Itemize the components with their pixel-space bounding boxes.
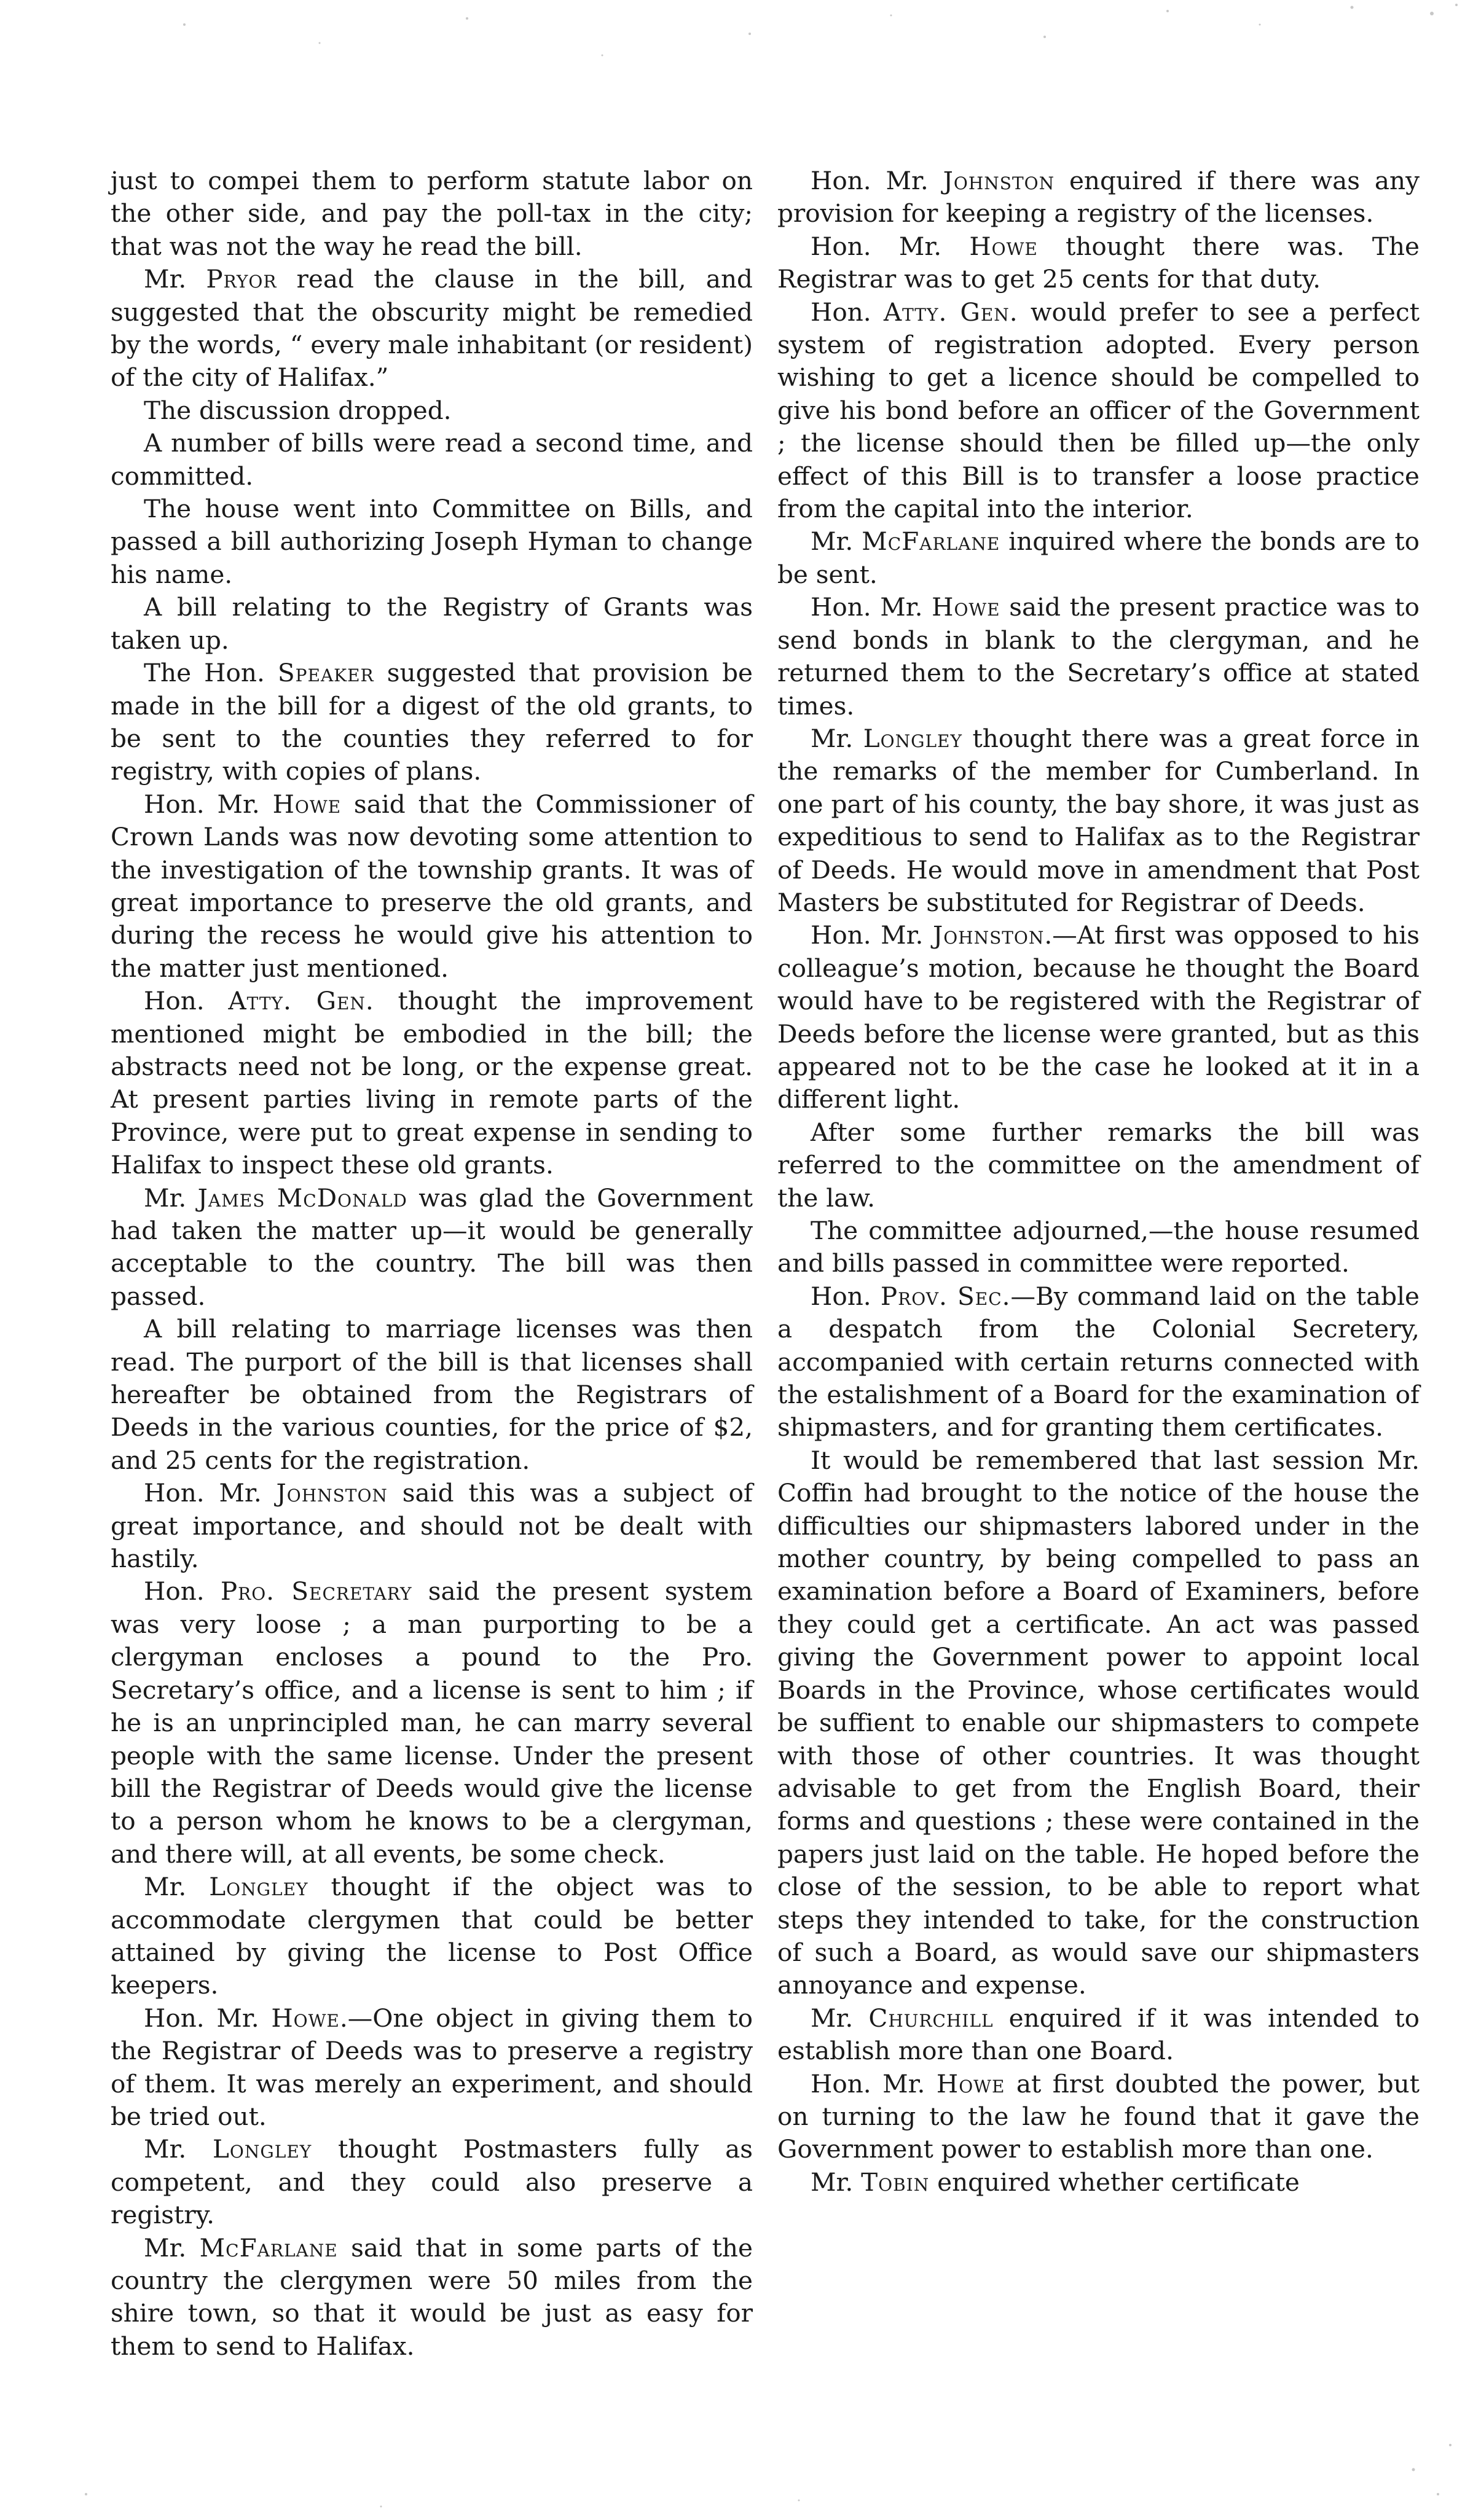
- paragraph-text: Hon.: [811, 1281, 881, 1311]
- paragraph-text: Mr.: [144, 2134, 213, 2164]
- speaker-name: Tobin: [861, 2167, 930, 2197]
- paragraph-text: said the present practice was to send bonds in blank to the clergyman, and he returned them to the Secretary’s office at stated times.: [777, 592, 1420, 721]
- paragraph-text: Hon. Mr.: [811, 231, 970, 261]
- paragraph-text: The Hon.: [144, 658, 278, 688]
- paragraph-text: Mr.: [811, 2003, 869, 2033]
- paragraph-text: said the present system was very loose ; a man purporting to be a clergyman encloses a pound to the Pro. Secretary’s office, and a license is sent to him ; if he is an unprincipled man, he can marry several people with the same license. Under the present bill the Registrar of Deeds would give the license to a person whom he knows to be a clergyman, and there will, at all events, be some check.: [111, 1576, 753, 1869]
- speaker-name: McFarlane: [862, 526, 1000, 557]
- speaker-name: Longley: [213, 2134, 312, 2164]
- speaker-name: Johnston: [932, 920, 1045, 950]
- paragraph-text: read the clause in the bill, and suggested that the obscurity might be remedied by the words, “ every male inhabitant (or resident) of the city of Halifax.”: [111, 264, 753, 393]
- speaker-name: James McDonald: [197, 1183, 407, 1213]
- paragraph-text: said that in some parts of the country the clergymen were 50 miles from the shire town, so that it would be just as easy for them to send to Halifax.: [111, 2232, 753, 2361]
- paragraph-text: Mr.: [144, 1872, 210, 1902]
- paragraph-text: was glad the Government had taken the matter up—it would be generally acceptable to the country. The bill was then passed.: [111, 1183, 753, 1311]
- paragraph-text: Hon. Mr.: [144, 1478, 277, 1508]
- paragraph-text: Mr.: [811, 723, 863, 753]
- paragraph-text: Hon. Mr.: [144, 789, 273, 819]
- paragraph: [777, 296, 1420, 526]
- paragraph: [111, 2002, 753, 2134]
- paragraph: [111, 1871, 753, 2002]
- paragraph: [777, 2002, 1420, 2068]
- paragraph-text: Mr.: [144, 2232, 200, 2263]
- paragraph: [111, 985, 753, 1181]
- paragraph: [111, 788, 753, 985]
- speaker-name: Pro. Secretary: [220, 1576, 412, 1606]
- paragraph-text: enquired whether certificate: [929, 2167, 1300, 2197]
- paragraph: [111, 657, 753, 788]
- paragraph-text: Hon. Mr.: [811, 2068, 937, 2099]
- paragraph-text: Mr.: [811, 2167, 862, 2197]
- paragraph-text: thought there was a great force in the remarks of the member for Cumberland. In one part of his county, the bay shore, it was just as expeditious to send to Halifax as to the Registrar of Deeds. He would move in amendment that Post Masters be substituted for Registrar of Deeds.: [777, 723, 1420, 917]
- paragraph-text: thought if the object was to accommodate clergymen that could be better attained by giving the license to Post Office keepers.: [111, 1872, 753, 2000]
- speaker-name: Howe: [936, 2068, 1005, 2099]
- paragraph-text: .—One object in giving them to the Registrar of Deeds was to preserve a registry of them. It was merely an experiment, and should be tried out.: [111, 2003, 753, 2131]
- paragraph-text: Hon.: [144, 1576, 221, 1606]
- speaker-name: Howe: [272, 789, 342, 819]
- paragraph-text: After some further remarks the bill was referred to the committee on the amendment of the law.: [777, 1117, 1420, 1213]
- paragraph: [111, 591, 753, 657]
- paragraph: [111, 1182, 753, 1313]
- paragraph: [777, 591, 1420, 722]
- speaker-name: Atty. Gen.: [228, 986, 374, 1016]
- paragraph: [777, 722, 1420, 919]
- paragraph-text: A bill relating to marriage licenses was then read. The purport of the bill is that licenses shall hereafter be obtained from the Registrars of Deeds in the various counties, for the price of $2, and 25 cents for the registration.: [111, 1314, 753, 1475]
- speaker-name: Johnston: [943, 166, 1055, 195]
- paragraph-text: thought Postmasters fully as competent, and they could also preserve a registry.: [111, 2134, 753, 2230]
- paragraph-text: just to compei them to perform statute labor on the other side, and pay the poll-tax in the city; that was not the way he read the bill.: [111, 166, 753, 261]
- paragraph-text: Hon.: [811, 297, 884, 327]
- paragraph-text: A number of bills were read a second time, and committed.: [111, 428, 753, 491]
- paragraph-text: said this was a subject of great importance, and should not be dealt with hastily.: [111, 1478, 753, 1574]
- paragraph: [777, 1444, 1420, 2002]
- paragraph-text: at first doubted the power, but on turning to the law he found that it gave the Government power to establish more than one.: [777, 2068, 1420, 2164]
- paragraph-text: Mr.: [144, 1183, 198, 1213]
- paragraph-text: Hon. Mr.: [811, 920, 933, 950]
- paragraph: [111, 263, 753, 394]
- paragraph: [777, 1215, 1420, 1280]
- speaker-name: McFarlane: [199, 2232, 338, 2263]
- paragraph: [777, 165, 1420, 230]
- paragraph-text: The discussion dropped.: [144, 395, 452, 425]
- paragraph: [777, 1280, 1420, 1444]
- paragraph-text: Mr.: [811, 526, 862, 557]
- paragraph-text: Hon.: [144, 986, 229, 1016]
- paragraph-text: enquired if it was intended to establish more than one Board.: [777, 2003, 1420, 2066]
- paragraph: [777, 230, 1420, 296]
- paragraph: [111, 2232, 753, 2363]
- paragraph-text: —By command laid on the table a despatch from the Colonial Secretery, accompanied with certain returns connected with the estalishment of a Board for the examination of shipmasters, and for granting them certificates.: [777, 1281, 1420, 1442]
- paragraph-text: Hon. Mr.: [811, 592, 932, 622]
- speaker-name: Prov. Sec.: [880, 1281, 1011, 1311]
- paragraph-text: enquired if there was any provision for keeping a registry of the licenses.: [777, 166, 1420, 229]
- paragraph-text: thought the improvement mentioned might be embodied in the bill; the abstracts need not be long, or the expense great. At present parties living in remote parts of the Province, were put to great expense in sending to Halifax to inspect these old grants.: [111, 986, 753, 1180]
- speaker-name: Churchill: [868, 2003, 994, 2033]
- paragraph: [777, 2166, 1420, 2199]
- paragraph-text: thought there was. The Registrar was to get 25 cents for that duty.: [777, 231, 1420, 294]
- speaker-name: Longley: [863, 723, 962, 753]
- speaker-name: Longley: [209, 1872, 308, 1902]
- paragraph: [111, 427, 753, 493]
- paragraph: [111, 1575, 753, 1871]
- paragraph: [777, 2068, 1420, 2166]
- right-column: [777, 165, 1420, 2199]
- speaker-name: Speaker: [277, 658, 374, 688]
- paragraph: [111, 1477, 753, 1575]
- paragraph-text: inquired where the bonds are to be sent.: [777, 526, 1420, 589]
- paragraph-text: Mr.: [144, 264, 206, 294]
- speaker-name: Johnston: [276, 1478, 388, 1508]
- paragraph-text: A bill relating to the Registry of Grants was taken up.: [111, 592, 753, 655]
- paragraph-text: said that the Commissioner of Crown Lands was now devoting some attention to the investigation of the township grants. It was of great importance to preserve the old grants, and during the recess he would give his attention to the matter just mentioned.: [111, 789, 753, 983]
- paragraph-text: Hon. Mr.: [811, 166, 943, 195]
- speaker-name: Howe: [271, 2003, 340, 2033]
- paragraph-text: would prefer to see a perfect system of registration adopted. Every person wishing to get a licence should be compelled to give his bond before an officer of the Government ; the license should then be filled up—the only effect of this Bill is to transfer a loose practice from the capital into the interior.: [777, 297, 1420, 524]
- paragraph: [111, 394, 753, 427]
- paragraph: [111, 2133, 753, 2231]
- paragraph-text: .—At first was opposed to his colleague’s motion, because he thought the Board would have to be registered with the Registrar of Deeds before the license were granted, but as this appeared not to be the case he looked at it in a different light.: [777, 920, 1420, 1114]
- left-column: [111, 165, 753, 2363]
- paragraph: [111, 493, 753, 591]
- paragraph: [111, 165, 753, 263]
- paragraph-text: It would be remembered that last session Mr. Coffin had brought to the notice of the house the difficulties our shipmasters labored under in the mother country, by being compelled to pass an examination before a Board of Examiners, before they could get a certificate. An act was passed giving the Government power to appoint local Boards in the Province, whose certificates would be suffient to enable our shipmasters to compete with those of other countries. It was thought advisable to get from the English Board, their forms and questions ; these were contained in the papers just laid on the table. He hoped before the close of the session, to be able to report what steps they intended to take, for the construction of such a Board, as would save our shipmasters annoyance and expense.: [777, 1445, 1420, 2000]
- paragraph-text: Hon. Mr.: [144, 2003, 272, 2033]
- paragraph-text: suggested that provision be made in the bill for a digest of the old grants, to be sent to the counties they referred to for registry, with copies of plans.: [111, 658, 753, 786]
- paragraph-text: The house went into Committee on Bills, and passed a bill authorizing Joseph Hyman to change his name.: [111, 494, 753, 589]
- paragraph: [777, 525, 1420, 591]
- speaker-name: Pryor: [206, 264, 277, 294]
- paragraph: [111, 1313, 753, 1477]
- paragraph: [777, 919, 1420, 1116]
- paragraph: [777, 1116, 1420, 1215]
- speaker-name: Howe: [932, 592, 1000, 622]
- speaker-name: Atty. Gen.: [883, 297, 1018, 327]
- speaker-name: Howe: [969, 231, 1038, 261]
- paragraph-text: The committee adjourned,—the house resumed and bills passed in committee were reported.: [777, 1216, 1420, 1278]
